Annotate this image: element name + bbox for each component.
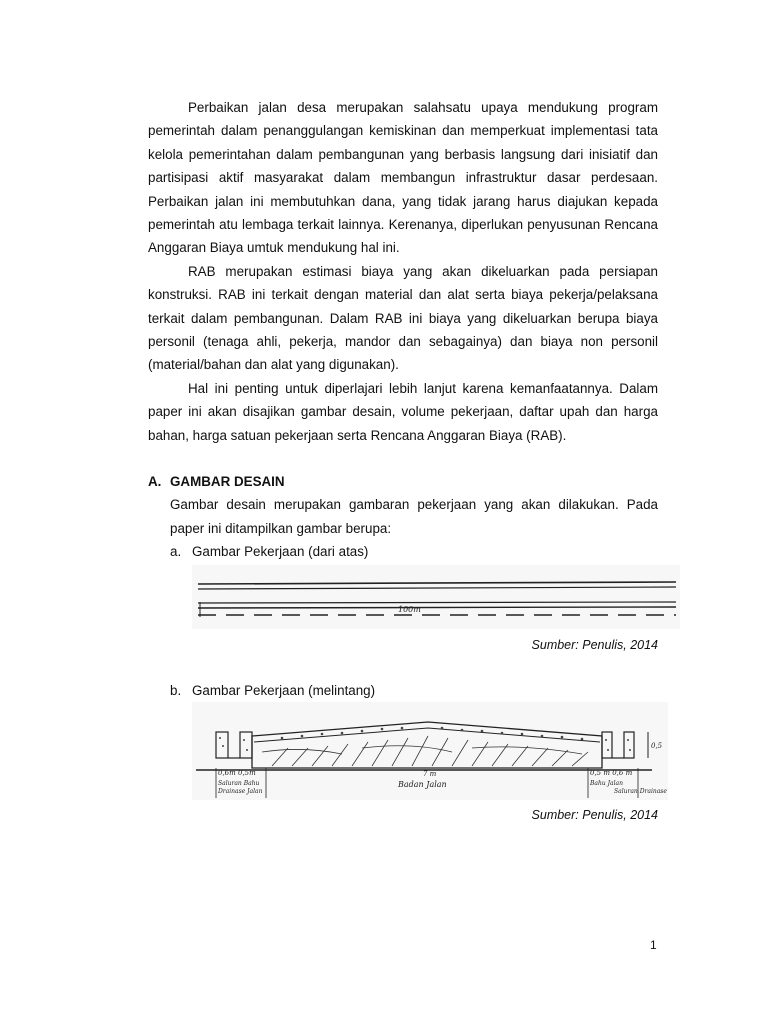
road-body-label: Badan Jalan (398, 780, 447, 789)
left-dimension-label: 0,6m 0,5m (218, 769, 256, 777)
section-title: GAMBAR DESAIN (170, 474, 285, 489)
right-shoulder-label: Bahu Jalan (590, 780, 623, 787)
section-intro: Gambar desain merupakan gambaran pekerjaan yang akan dilakukan. Pada paper ini ditampilkan gambar berupa: (170, 497, 658, 536)
paragraph-3: Hal ini penting untuk diperlajari lebih lanjut karena kemanfaatannya. Dalam paper ini akan disajikan gambar desain, volume pekerjaan, daftar upah dan harga bahan, harga satuan pekerjaan serta Rencana Anggaran Biaya (RAB). (148, 380, 658, 443)
introduction-text (148, 96, 658, 447)
right-dimension-label: 0,5 m 0,6 m (590, 769, 633, 777)
section-letter: A. (148, 474, 162, 489)
figure-cross-section (192, 702, 668, 800)
sub-item-cross-section (170, 679, 658, 702)
road-width-label: 7 m (423, 770, 437, 778)
sub-item-top-view (170, 540, 658, 563)
section-heading (148, 470, 658, 493)
road-dimension-line (198, 607, 676, 608)
paragraph-2: RAB merupakan estimasi biaya yang akan dikeluarkan pada persiapan konstruksi. RAB ini terkait dengan material dan alat serta biaya pekerja/pelaksana terkait dalam pembangunan. Dalam RAB ini biaya yang dikeluarkan berupa biaya personil (tenaga ahli, pekerja, mandor dan sebagainya) dan biaya non personil (material/bahan dan alat yang digunakan). (148, 263, 658, 373)
sub-item-label: Gambar Pekerjaan (melintang) (192, 683, 376, 698)
figure-top-view (192, 565, 680, 629)
sub-item-label: Gambar Pekerjaan (dari atas) (192, 544, 369, 560)
figure-top-background (192, 565, 680, 629)
left-drain-label: Saluran Bahu (218, 780, 260, 787)
figure-top-caption: Sumber: Penulis, 2014 (531, 638, 658, 652)
left-drain-label-2: Drainase Jalan (218, 788, 263, 795)
right-drain-label: Saluran Drainase (614, 788, 667, 795)
section-item-b (148, 679, 658, 702)
figure-cross-caption: Sumber: Penulis, 2014 (531, 808, 658, 822)
page-number: 1 (650, 938, 657, 952)
sub-item-letter: a. (170, 544, 182, 560)
height-label: 0,5 (651, 742, 663, 750)
road-length-label: 100m (398, 605, 421, 614)
paragraph-1: Perbaikan jalan desa merupakan salahsatu upaya mendukung program pemerintah dalam penanggulangan kemiskinan dan memperkuat implementasi tata kelola pemerintahan dalam pembangunan yang berbasis langsung dari inisiatif dan partisipasi aktif masyarakat dalam membangun infrastruktur dasar perdesaan. Perbaikan jalan ini membutuhkan dana, yang tidak jarang harus diajukan kepada pemerintah atu lembaga terkait lainnya. Kerenanya, diperlukan penyusunan Rencana Anggaran Biaya umtuk mendukung hal ini. (148, 100, 658, 256)
section-gambar-desain (148, 470, 658, 564)
sub-item-letter: b. (170, 683, 182, 698)
